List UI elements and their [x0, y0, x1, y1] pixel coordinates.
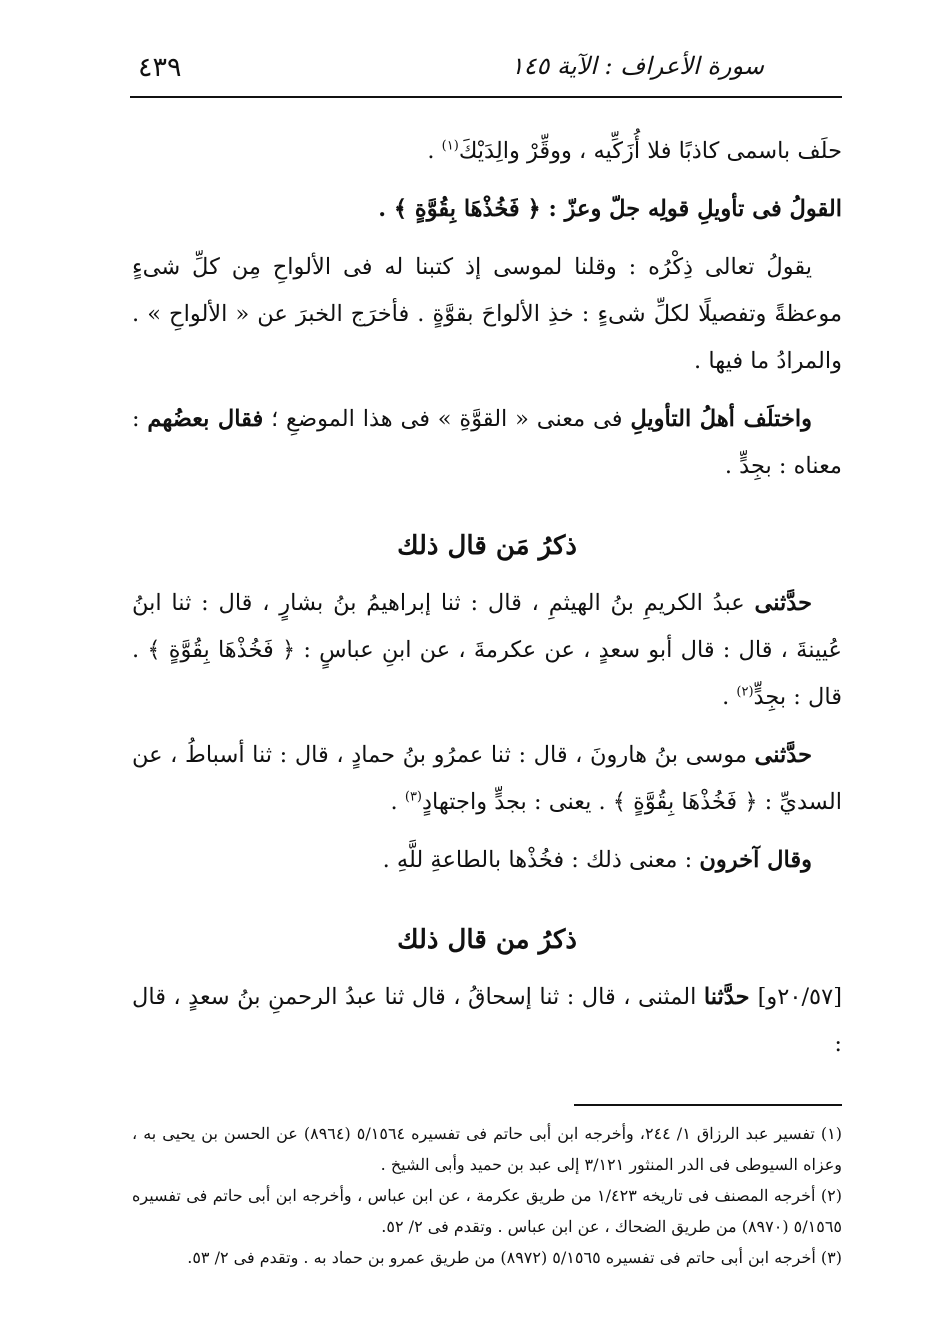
- p4-bold-1: واختلَف أهلُ التأويلِ: [630, 406, 812, 432]
- p6-text: موسى بنُ هارونَ ، قال : ثنا عمرُو بنُ حمادٍ ، قال : ثنا أسباطُ ، عن السديِّ : ﴿ فَخُذْهَا بِقُوَّةٍ ﴾ . يعنى : بجدٍّ واجتهادٍ: [132, 742, 842, 815]
- section-title-1: ذكرُ مَن قال ذلك: [397, 531, 577, 561]
- p4-end: : معناه : بجِدٍّ .: [132, 406, 842, 479]
- section-title-2: ذكرُ من قال ذلك: [397, 925, 577, 955]
- running-title: سورة الأعراف : الآية ١٤٥: [510, 52, 764, 80]
- paragraph-heading: القولُ فى تأويلِ قولِه جلّ وعزّ : ﴿ فَخُذْهَا بِقُوَّةٍ ﴾ .: [378, 196, 842, 222]
- main-text: [132, 128, 842, 1068]
- page-number: ٤٣٩: [138, 52, 182, 83]
- paragraph-6: [132, 732, 842, 826]
- p8-bold: حدَّثنا: [703, 984, 758, 1010]
- p1-text: حلَف باسمى كاذبًا فلا أُزَكِّيه ، ووقِّرْ والِدَيْكَ: [458, 138, 842, 164]
- p8-text: المثنى ، قال : ثنا إسحاقُ ، قال ثنا عبدُ الرحمنِ بنُ سعدٍ ، قال :: [132, 984, 842, 1057]
- p4-bold-2: فقال بعضُهم: [147, 406, 264, 432]
- p4-mid: فى معنى « القوَّةِ » فى هذا الموضعِ ؛: [263, 406, 631, 432]
- paragraph-1: [132, 128, 842, 175]
- paragraph-8: [132, 974, 842, 1068]
- paragraph-7: [132, 837, 842, 884]
- p5-bold: حدَّثنى: [754, 590, 812, 616]
- footnote-ref-1[interactable]: (١): [441, 138, 459, 154]
- footnote-2: (٢) أخرجه المصنف فى تاريخه ١/٤٢٣ من طريق عكرمة ، عن ابن عباس ، وأخرجه ابن أبى حاتم فى تفسيره ٥/١٥٦٥ (٨٩٧٠) من طريق الضحاك ، عن ابن عباس . وتقدم فى ٢/ ٥٢.: [132, 1186, 843, 1236]
- p7-text: : معنى ذلك : فخُذْها بالطاعةِ للَّهِ .: [382, 847, 700, 873]
- footnote-3: (٣) أخرجه ابن أبى حاتم فى تفسيره ٥/١٥٦٥ (٨٩٧٢) من طريق عمرو بن حماد به . وتقدم فى ٢/ ٥٣.: [187, 1248, 842, 1267]
- paragraph-3: يقولُ تعالى ذِكْرُه : وقلنا لموسى إذ كتبنا له فى الألواحِ مِن كلِّ شىءٍ موعظةً وتفصيلًا لكلِّ شىءٍ : خذِ الألواحَ بقوَّةٍ . فأخرَج الخبرَ عن « الألواحِ » . والمرادُ ما فيها .: [132, 254, 842, 374]
- p6-end: .: [390, 789, 405, 815]
- footnote-1: (١) تفسير عبد الرزاق ١/ ٢٤٤، وأخرجه ابن أبى حاتم فى تفسيره ٥/١٥٦٤ (٨٩٦٤) عن الحسن بن يحيى به ، وعزاه السيوطى فى الدر المنثور ٣/١٢١ إلى عبد بن حميد وأبى الشيخ .: [132, 1124, 843, 1174]
- p1-end: .: [427, 138, 442, 164]
- footnote-ref-2[interactable]: (٢): [736, 684, 754, 700]
- footnote-divider: [574, 1104, 842, 1106]
- p7-bold: وقال آخرون: [699, 847, 812, 873]
- footnote-ref-3[interactable]: (٣): [404, 789, 422, 805]
- paragraph-4: [132, 396, 842, 490]
- p6-bold: حدَّثنى: [754, 742, 812, 768]
- footnotes: [132, 1118, 842, 1273]
- p8-ref: [٢٠/٥٧و]: [757, 984, 842, 1010]
- p5-text: عبدُ الكريمِ بنُ الهيثمِ ، قال : ثنا إبراهيمُ بنُ بشارٍ ، قال : ثنا ابنُ عُيينةَ ، قال : قال أبو سعدٍ ، عن عكرمةَ ، عن ابنِ عباسٍ : ﴿ فَخُذْهَا بِقُوَّةٍ ﴾ . قال : بجِدٍّ: [132, 590, 842, 710]
- paragraph-5: [132, 580, 842, 721]
- p5-end: .: [722, 684, 737, 710]
- page-header: [130, 44, 842, 98]
